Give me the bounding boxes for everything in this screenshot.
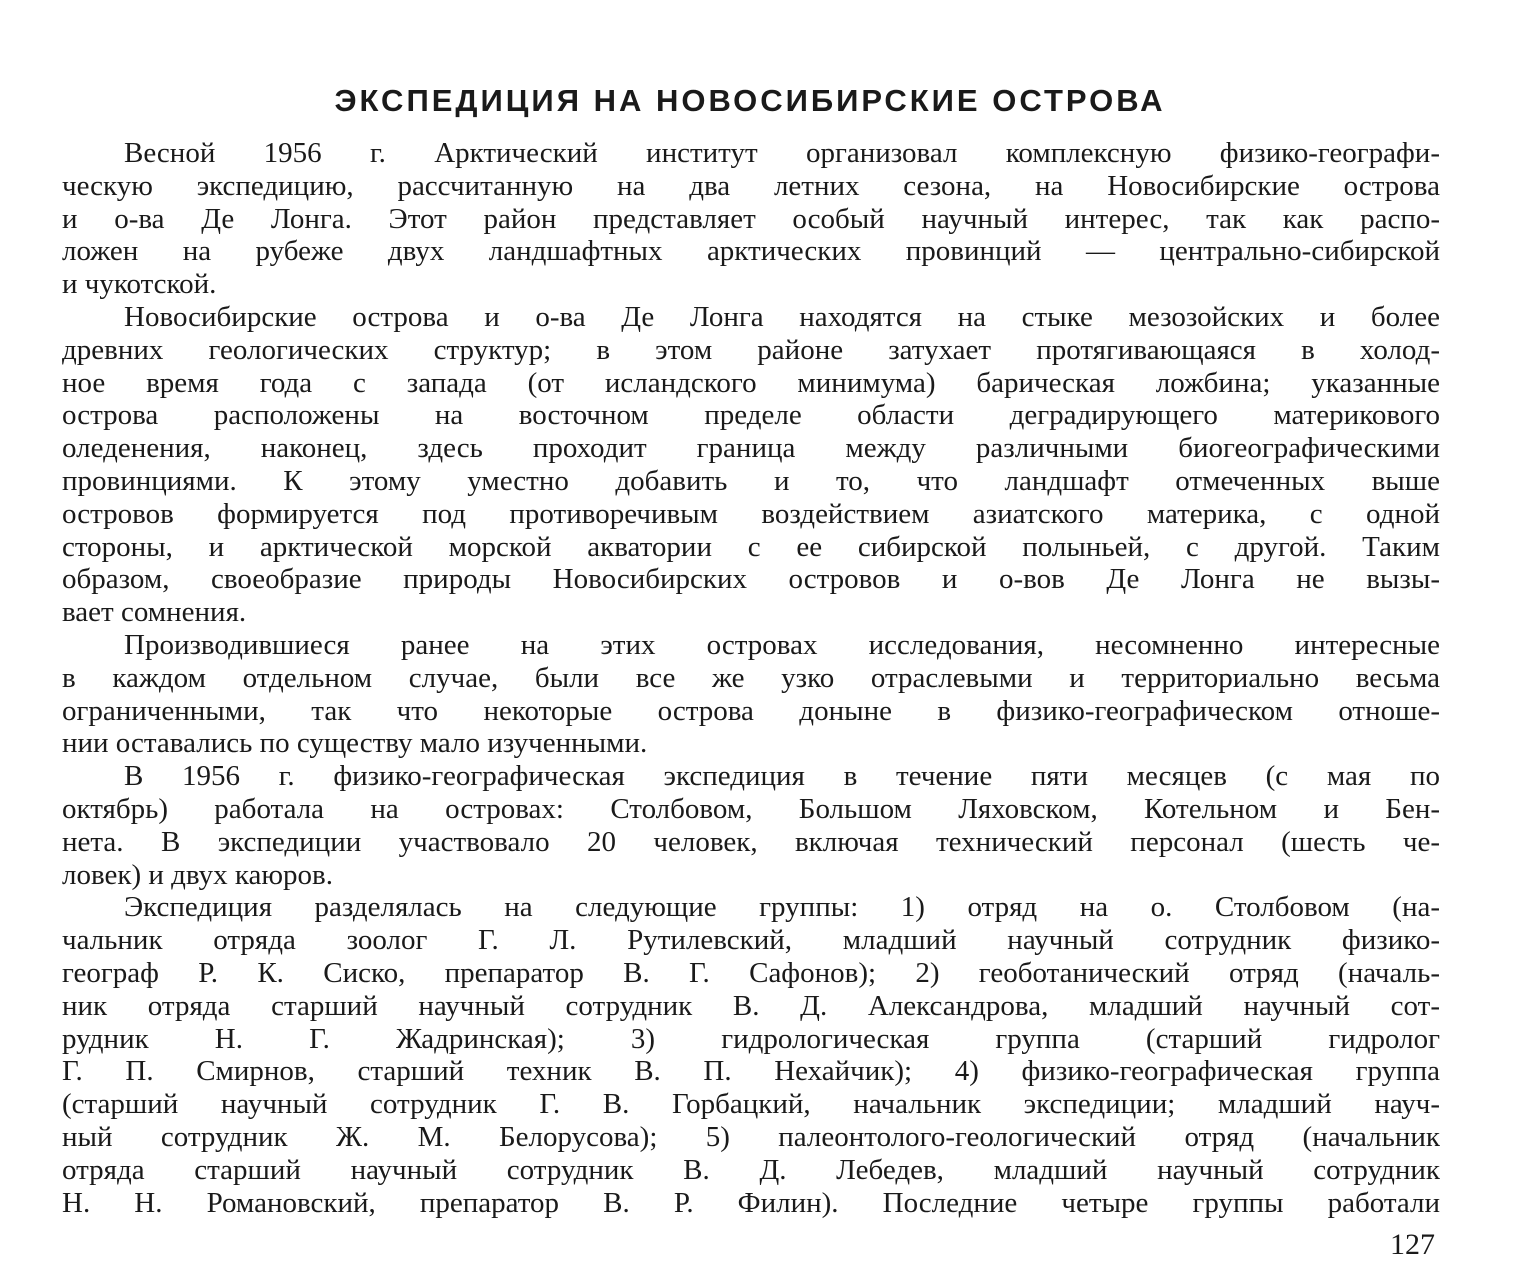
text-line: Г. П. Смирнов, старший техник В. П. Нехайчик); 4) физико-географическая группа [62,1055,1440,1088]
text-line: Экспедиция разделялась на следующие группы: 1) отряд на о. Столбовом (на- [124,891,1440,924]
text-line: провинциями. К этому уместно добавить и то, что ландшафт отмеченных выше [62,464,1440,497]
text-line: Производившиеся ранее на этих островах исследования, несомненно интересные [124,628,1440,661]
text-line: в каждом отдельном случае, были все же узко отраслевыми и территориально весьма [62,661,1440,694]
paragraph [62,137,1440,301]
text-line: островов формируется под противоречивым воздействием азиатского материка, с одной [62,497,1440,530]
text-line: рудник Н. Г. Жадринская); 3) гидрологическая группа (старший гидролог [62,1022,1440,1055]
text-line: В 1956 г. физико-географическая экспедиция в течение пяти месяцев (с мая по [124,760,1440,793]
text-line: Новосибирские острова и о-ва Де Лонга находятся на стыке мезозойских и более [124,300,1440,333]
page-number: 127 [1390,1228,1435,1261]
text-line: образом, своеобразие природы Новосибирских островов и о-вов Де Лонга не вызы- [62,563,1440,596]
text-line: и чукотской. [62,268,217,301]
paragraph [62,301,1440,629]
text-line: стороны, и арктической морской акватории с ее сибирской полыньей, с другой. Таким [62,530,1440,563]
text-line: Н. Н. Романовский, препаратор В. Р. Филин). Последние четыре группы работали [62,1186,1440,1219]
text-line: ное время года с запада (от исландского минимума) барическая ложбина; указанные [62,366,1440,399]
paragraph [62,760,1440,891]
text-line: географ Р. К. Сиско, препаратор В. Г. Сафонов); 2) геоботанический отряд (началь- [62,956,1440,989]
text-line: ограниченными, так что некоторые острова доныне в физико-географическом отноше- [62,694,1440,727]
text-line: ческую экспедицию, рассчитанную на два летних сезона, на Новосибирские острова [62,169,1440,202]
text-line: ловек) и двух каюров. [62,858,333,891]
text-line: чальник отряда зоолог Г. Л. Рутилевский, младший научный сотрудник физико- [62,924,1440,957]
text-line: ложен на рубеже двух ландшафтных арктических провинций — центрально-сибирской [62,235,1440,268]
text-line: нета. В экспедиции участвовало 20 человек, включая технический персонал (шесть че- [62,825,1440,858]
text-line: нии оставались по существу мало изученными. [62,727,648,760]
text-line: острова расположены на восточном пределе области деградирующего материкового [62,399,1440,432]
page-title: ЭКСПЕДИЦИЯ НА НОВОСИБИРСКИЕ ОСТРОВА [334,82,1166,118]
text-line: вает сомнения. [62,596,247,629]
paragraph [62,891,1440,1219]
text-line: (старший научный сотрудник Г. В. Горбацкий, начальник экспедиции; младший науч- [62,1088,1440,1121]
text-line: древних геологических структур; в этом районе затухает протягивающаяся в холод- [62,333,1440,366]
body-text [62,137,1440,1219]
text-line: оледенения, наконец, здесь проходит граница между различными биогеографическими [62,432,1440,465]
text-line: и о-ва Де Лонга. Этот район представляет особый научный интерес, так как распо- [62,202,1440,235]
text-line: ник отряда старший научный сотрудник В. Д. Александрова, младший научный сот- [62,989,1440,1022]
text-line: октябрь) работала на островах: Столбовом, Большом Ляховском, Котельном и Бен- [62,792,1440,825]
paragraph [62,629,1440,760]
text-line: Весной 1956 г. Арктический институт организовал комплексную физико-географи- [124,137,1440,169]
text-line: ный сотрудник Ж. М. Белорусова); 5) палеонтолого-геологический отряд (начальник [62,1120,1440,1153]
text-line: отряда старший научный сотрудник В. Д. Лебедев, младший научный сотрудник [62,1153,1440,1186]
